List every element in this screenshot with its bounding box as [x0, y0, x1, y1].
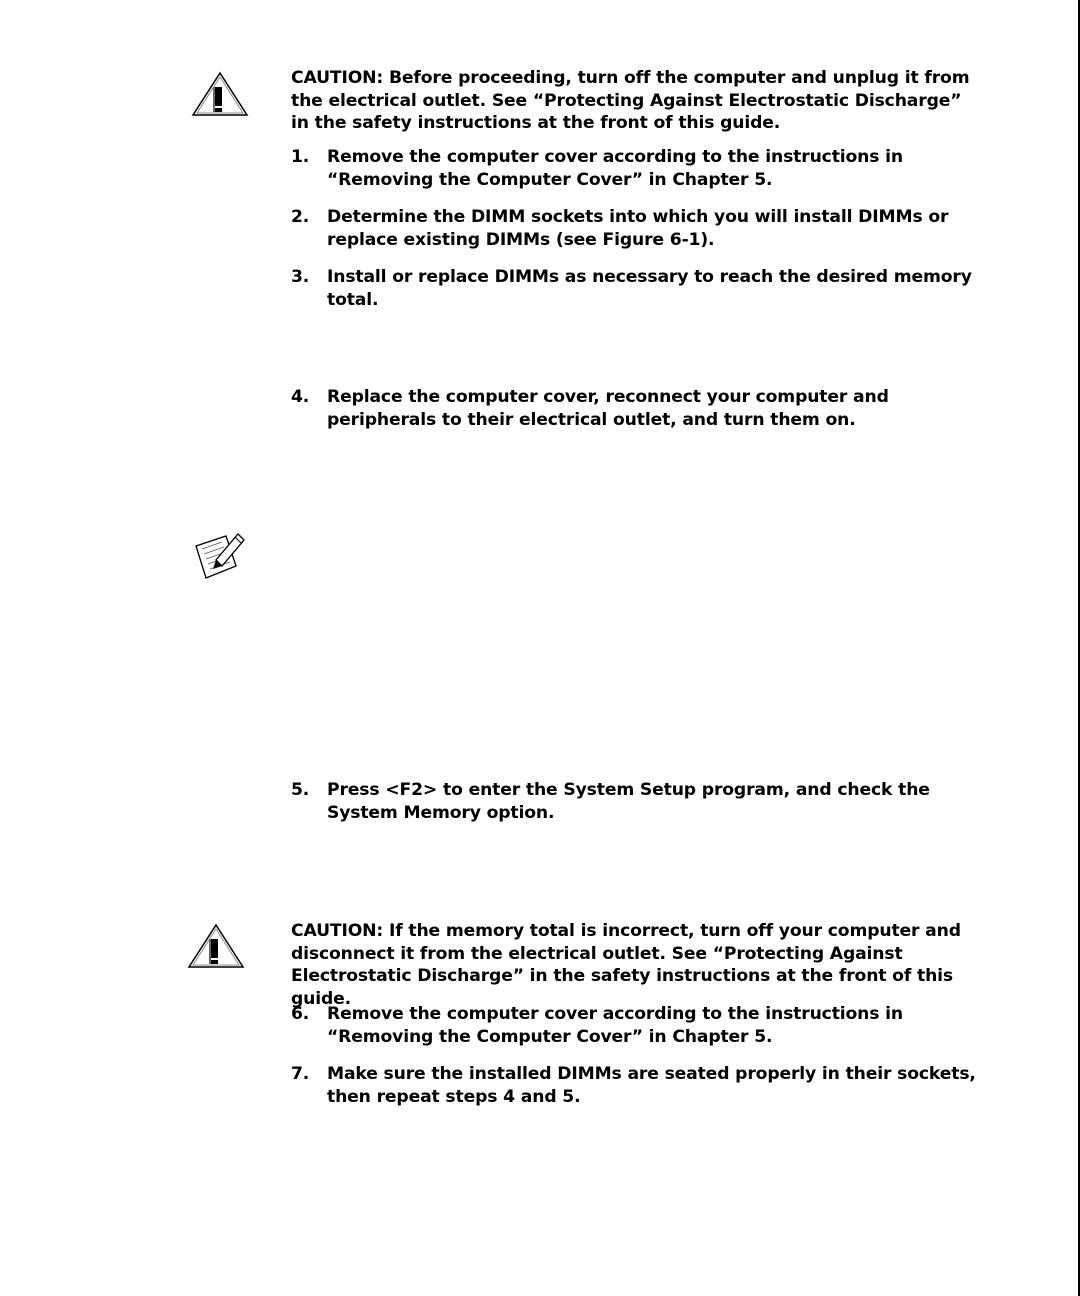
caution-label: CAUTION: — [291, 921, 384, 941]
caution-triangle-icon — [190, 70, 250, 118]
caution-label: CAUTION: — [291, 68, 384, 88]
step-text: Remove the computer cover according to the instructions in “Removing the Computer Cover” in Chapter 5. — [327, 1004, 903, 1047]
caution-text: If the memory total is incorrect, turn off your computer and disconnect it from the electrical outlet. See “Protecting Against Electrostatic Discharge” in the safety instructions at the front of this guide. — [291, 921, 961, 1010]
step-number: 6. — [291, 1004, 310, 1024]
step-text: Press <F2> to enter the System Setup program, and check the System Memory option. — [327, 780, 930, 823]
step-text: Replace the computer cover, reconnect your computer and peripherals to their electrical outlet, and turn them on. — [327, 387, 889, 430]
step-5 — [291, 779, 976, 824]
step-6 — [291, 1003, 976, 1048]
step-1 — [291, 146, 976, 191]
step-number: 5. — [291, 780, 310, 800]
step-text: Remove the computer cover according to the instructions in “Removing the Computer Cover” in Chapter 5. — [327, 147, 903, 190]
step-4 — [291, 386, 976, 431]
step-3 — [291, 266, 976, 311]
note-pencil-icon — [192, 532, 248, 582]
caution-triangle-icon — [186, 922, 246, 970]
step-number: 4. — [291, 387, 310, 407]
step-number: 1. — [291, 147, 310, 167]
step-number: 7. — [291, 1064, 310, 1084]
caution-1 — [291, 67, 976, 135]
step-2 — [291, 206, 976, 251]
step-number: 3. — [291, 267, 310, 287]
step-text: Determine the DIMM sockets into which you will install DIMMs or replace existing DIMMs (see Figure 6-1). — [327, 207, 949, 250]
step-number: 2. — [291, 207, 310, 227]
step-7 — [291, 1063, 976, 1108]
caution-2 — [291, 920, 976, 1011]
step-text: Install or replace DIMMs as necessary to reach the desired memory total. — [327, 267, 972, 310]
step-text: Make sure the installed DIMMs are seated properly in their sockets, then repeat steps 4 and 5. — [327, 1064, 976, 1107]
caution-text: Before proceeding, turn off the computer and unplug it from the electrical outlet. See “Protecting Against Electrostatic Discharge” in the safety instructions at the front of this guide. — [291, 68, 970, 134]
